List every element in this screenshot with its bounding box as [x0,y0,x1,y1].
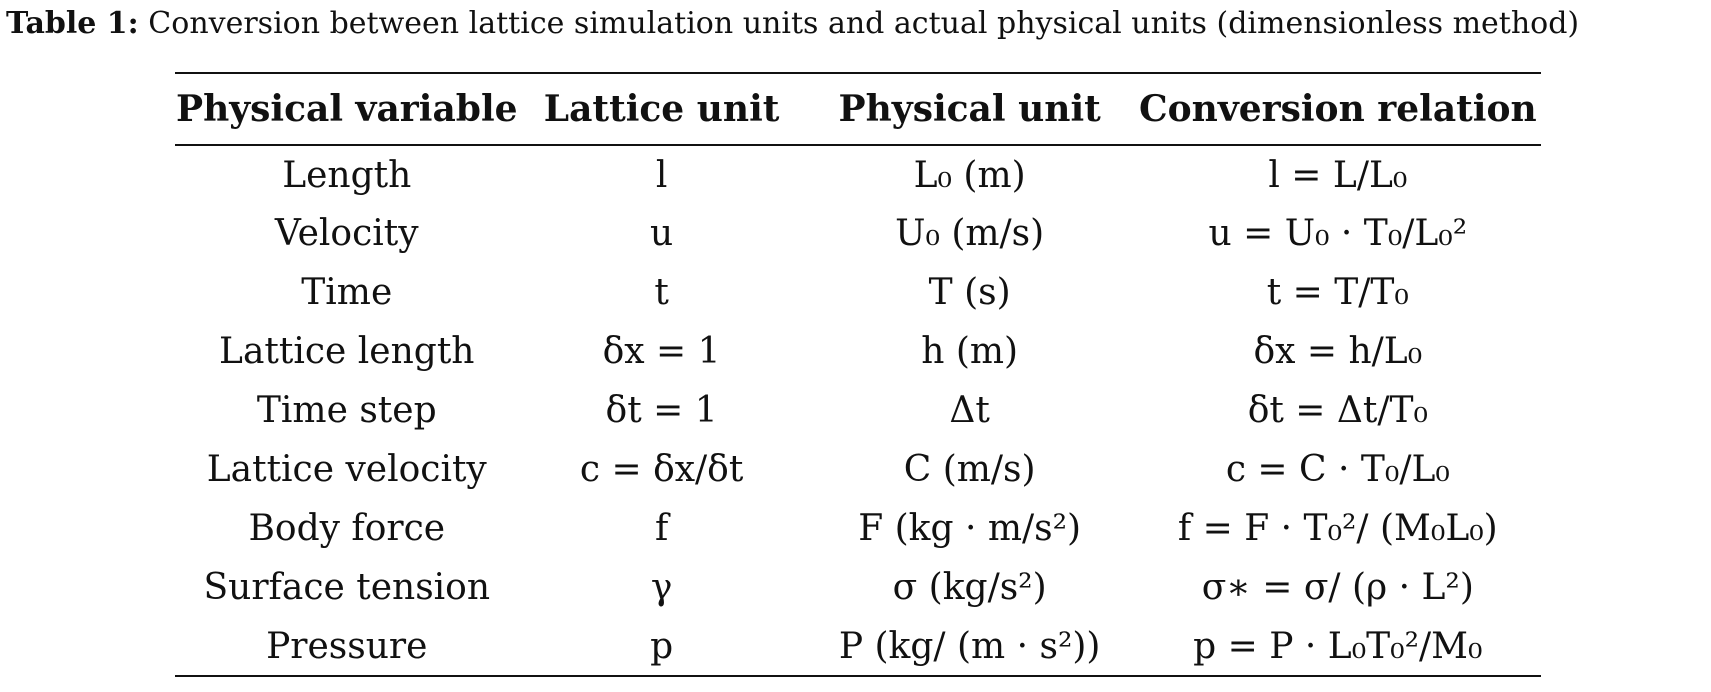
header-lattice-unit: Lattice unit [519,73,805,145]
cell-lattice-unit: δt = 1 [605,390,718,431]
cell-conversion: p = P · L₀T₀²/M₀ [1135,617,1541,676]
header-physical-unit: Physical unit [805,73,1135,145]
cell-lattice-unit: p [519,617,805,676]
caption-label: Table 1: [6,6,139,41]
caption-text: Conversion between lattice simulation units and actual physical units (dimensionless method) [148,6,1580,41]
cell-lattice-unit: c = δx/δt [579,449,744,490]
cell-variable: Pressure [175,617,519,676]
cell-physical-unit: T (s) [928,272,1011,313]
cell-lattice-unit: u [650,213,674,254]
cell-variable: Body force [248,508,446,549]
cell-lattice-unit: f [654,508,669,549]
cell-conversion: c = C · T₀/L₀ [1225,449,1450,490]
table-row [175,263,1541,322]
cell-conversion: l = L/L₀ [1268,154,1408,196]
cell-lattice-unit: γ [650,567,673,608]
cell-physical-unit: C (m/s) [903,449,1036,490]
table-row [175,145,1541,204]
cell-lattice-unit: l [655,154,668,196]
table-caption [6,4,1579,44]
header-row [175,73,1541,145]
cell-variable: Surface tension [203,567,491,608]
cell-physical-unit: F (kg · m/s²) [858,508,1082,549]
cell-conversion: δt = Δt/T₀ [1247,390,1428,431]
table-row [175,381,1541,440]
cell-variable: Lattice length [219,331,475,372]
cell-physical-unit: h (m) [921,331,1019,372]
cell-physical-unit: U₀ (m/s) [895,213,1045,254]
cell-variable: Time step [256,390,437,431]
cell-conversion: f = F · T₀²/ (M₀L₀) [1177,508,1498,549]
cell-lattice-unit: δx = 1 [602,331,721,372]
cell-variable: Lattice velocity [206,449,487,490]
header-physical-variable: Physical variable [175,73,519,145]
cell-variable: Time [301,272,393,313]
cell-conversion: σ∗ = σ/ (ρ · L²) [1201,567,1474,608]
table-row [175,204,1541,263]
cell-conversion: δx = h/L₀ [1253,331,1423,372]
table-row [175,617,1541,676]
cell-physical-unit: L₀ (m) [913,154,1026,196]
cell-physical-unit: P (kg/ (m · s²)) [805,617,1135,676]
cell-lattice-unit: t [654,272,669,313]
table-row [175,558,1541,617]
cell-conversion: t = T/T₀ [1266,272,1409,313]
table-row [175,499,1541,558]
cell-variable: Length [282,154,412,196]
cell-conversion: u = U₀ · T₀/L₀² [1208,213,1468,254]
cell-physical-unit: Δt [949,390,990,431]
table-row [175,440,1541,499]
header-conversion-relation: Conversion relation [1135,73,1541,145]
cell-variable: Velocity [274,213,419,254]
conversion-table [175,72,1541,677]
cell-physical-unit: σ (kg/s²) [892,567,1047,608]
table-row [175,322,1541,381]
